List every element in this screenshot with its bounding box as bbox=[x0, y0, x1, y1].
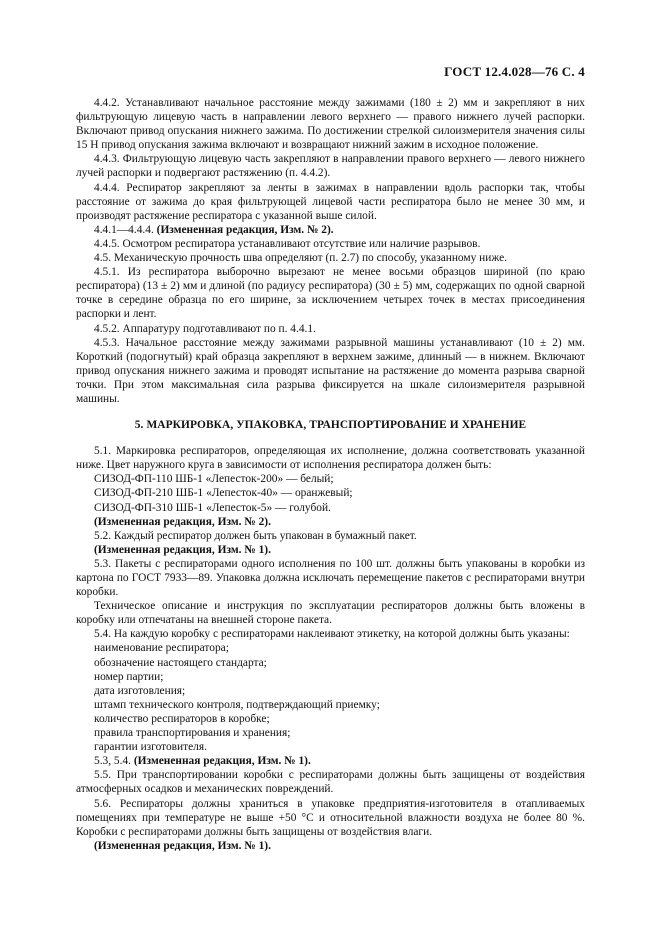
paragraph: 4.4.2. Устанавливают начальное расстояние между зажимами (180 ± 2) мм и закрепляют в них фильтрующую лицевую часть в направлении левого верхнего — правого нижнего лучей распорки. Включают привод опускания нижнего зажима. По достижении стрелкой силоизмерителя значения силы 15 Н привод опускания зажима включают и возвращают нижний зажим в исходное положение. bbox=[76, 97, 585, 152]
paragraph: 5.2. Каждый респиратор должен быть упакован в бумажный пакет. bbox=[94, 529, 417, 542]
paragraph: 5.4. На каждую коробку с респираторами наклеивают этикетку, на которой должны быть указаны: bbox=[94, 628, 570, 641]
paragraph: 5.3. Пакеты с респираторами одного исполнения по 100 шт. должны быть упакованы в коробки из картона по ГОСТ 7933—89. Упаковка должна исключать перемещение пакетов с респираторами внутри коробки. bbox=[76, 557, 585, 599]
amendment-note: 5.3, 5.4. (Измененная редакция, Изм. № 1). bbox=[94, 755, 311, 768]
page-header: ГОСТ 12.4.028—76 С. 4 bbox=[444, 64, 585, 79]
paragraph: 4.5. Механическую прочность шва определяют (п. 2.7) по способу, указанному ниже. bbox=[94, 252, 507, 265]
paragraph: 4.4.5. Осмотром респиратора устанавливают отсутствие или наличие разрывов. bbox=[94, 237, 481, 250]
document-body bbox=[76, 96, 585, 853]
paragraph: 5.1. Маркировка респираторов, определяющая их исполнение, должна соответствовать указанной ниже. Цвет наружного круга в зависимости от исполнения респиратора должен быть: bbox=[76, 445, 585, 472]
amendment-note: (Измененная редакция, Изм. № 1). bbox=[94, 543, 271, 556]
paragraph: 4.4.3. Фильтрующую лицевую часть закрепляют в направлении правого верхнего — левого нижнего лучей распорки и подвергают растяжению (п. 4.4.2). bbox=[76, 153, 585, 180]
list-item: СИЗОД-ФП-210 ШБ-1 «Лепесток-40» — оранжевый; bbox=[94, 487, 353, 500]
paragraph: 4.5.2. Аппаратуру подготавливают по п. 4.4.1. bbox=[94, 322, 316, 335]
amendment-note: (Измененная редакция, Изм. № 2). bbox=[94, 515, 271, 528]
list-item: гарантии изготовителя. bbox=[94, 741, 207, 754]
paragraph: 4.5.1. Из респиратора выборочно вырезают не менее восьми образцов шириной (по краю респиратора) (13 ± 2) мм и длиной (по радиусу респиратора) (30 ± 5) мм, содержащих по одной сварной точке в середине образца по его ширине, за исключением четырех точек в местах присоединения распорки и лент. bbox=[76, 266, 585, 321]
paragraph: 4.5.3. Начальное расстояние между зажимами разрывной машины устанавливают (10 ± 2) мм. Короткий (подогнутый) край образца закрепляют в верхнем зажиме, длинный — в нижнем. Включают привод опускания нижнего зажима и проводят испытание на растяжение до момента разрыва сварной точки. При этом максимальная сила разрыва фиксируется на шкале силоизмерителя разрывной машины. bbox=[76, 336, 585, 405]
list-item: количество респираторов в коробке; bbox=[94, 712, 270, 725]
amendment-note: (Измененная редакция, Изм. № 1). bbox=[94, 839, 271, 852]
paragraph: Техническое описание и инструкция по эксплуатации респираторов должны быть вложены в коробку или отпечатаны на внешней стороне пакета. bbox=[76, 600, 585, 627]
paragraph: 4.4.4. Респиратор закрепляют за ленты в зажимах в направлении вдоль распорки так, чтобы расстояние от зажима до края фильтрующей лицевой части респиратора было не менее 30 мм, и производят растяжение респиратора с указанной выше силой. bbox=[76, 181, 585, 222]
list-item: правила транспортирования и хранения; bbox=[94, 727, 291, 740]
list-item: обозначение настоящего стандарта; bbox=[94, 656, 267, 669]
paragraph: 5.6. Респираторы должны храниться в упаковке предприятия-изготовителя в отапливаемых помещениях при температуре не выше +50 °С и относительной влажности воздуха не более 80 %. Коробки с респираторами должны быть защищены от воздействия влаги. bbox=[76, 797, 585, 838]
section-heading: 5. МАРКИРОВКА, УПАКОВКА, ТРАНСПОРТИРОВАНИЕ И ХРАНЕНИЕ bbox=[134, 419, 527, 432]
list-item: номер партии; bbox=[94, 670, 164, 683]
list-item: СИЗОД-ФП-310 ШБ-1 «Лепесток-5» — голубой. bbox=[94, 501, 331, 514]
list-item: дата изготовления; bbox=[94, 684, 186, 697]
paragraph: 5.5. При транспортировании коробки с респираторами должны быть защищены от воздействия атмосферных осадков и механических повреждений. bbox=[76, 769, 585, 796]
list-item: штамп технического контроля, подтверждающий приемку; bbox=[94, 698, 380, 711]
amendment-note: 4.4.1—4.4.4. (Измененная редакция, Изм. № 2). bbox=[94, 223, 334, 236]
list-item: СИЗОД-ФП-110 ШБ-1 «Лепесток-200» — белый; bbox=[94, 473, 334, 486]
list-item: наименование респиратора; bbox=[94, 642, 229, 655]
